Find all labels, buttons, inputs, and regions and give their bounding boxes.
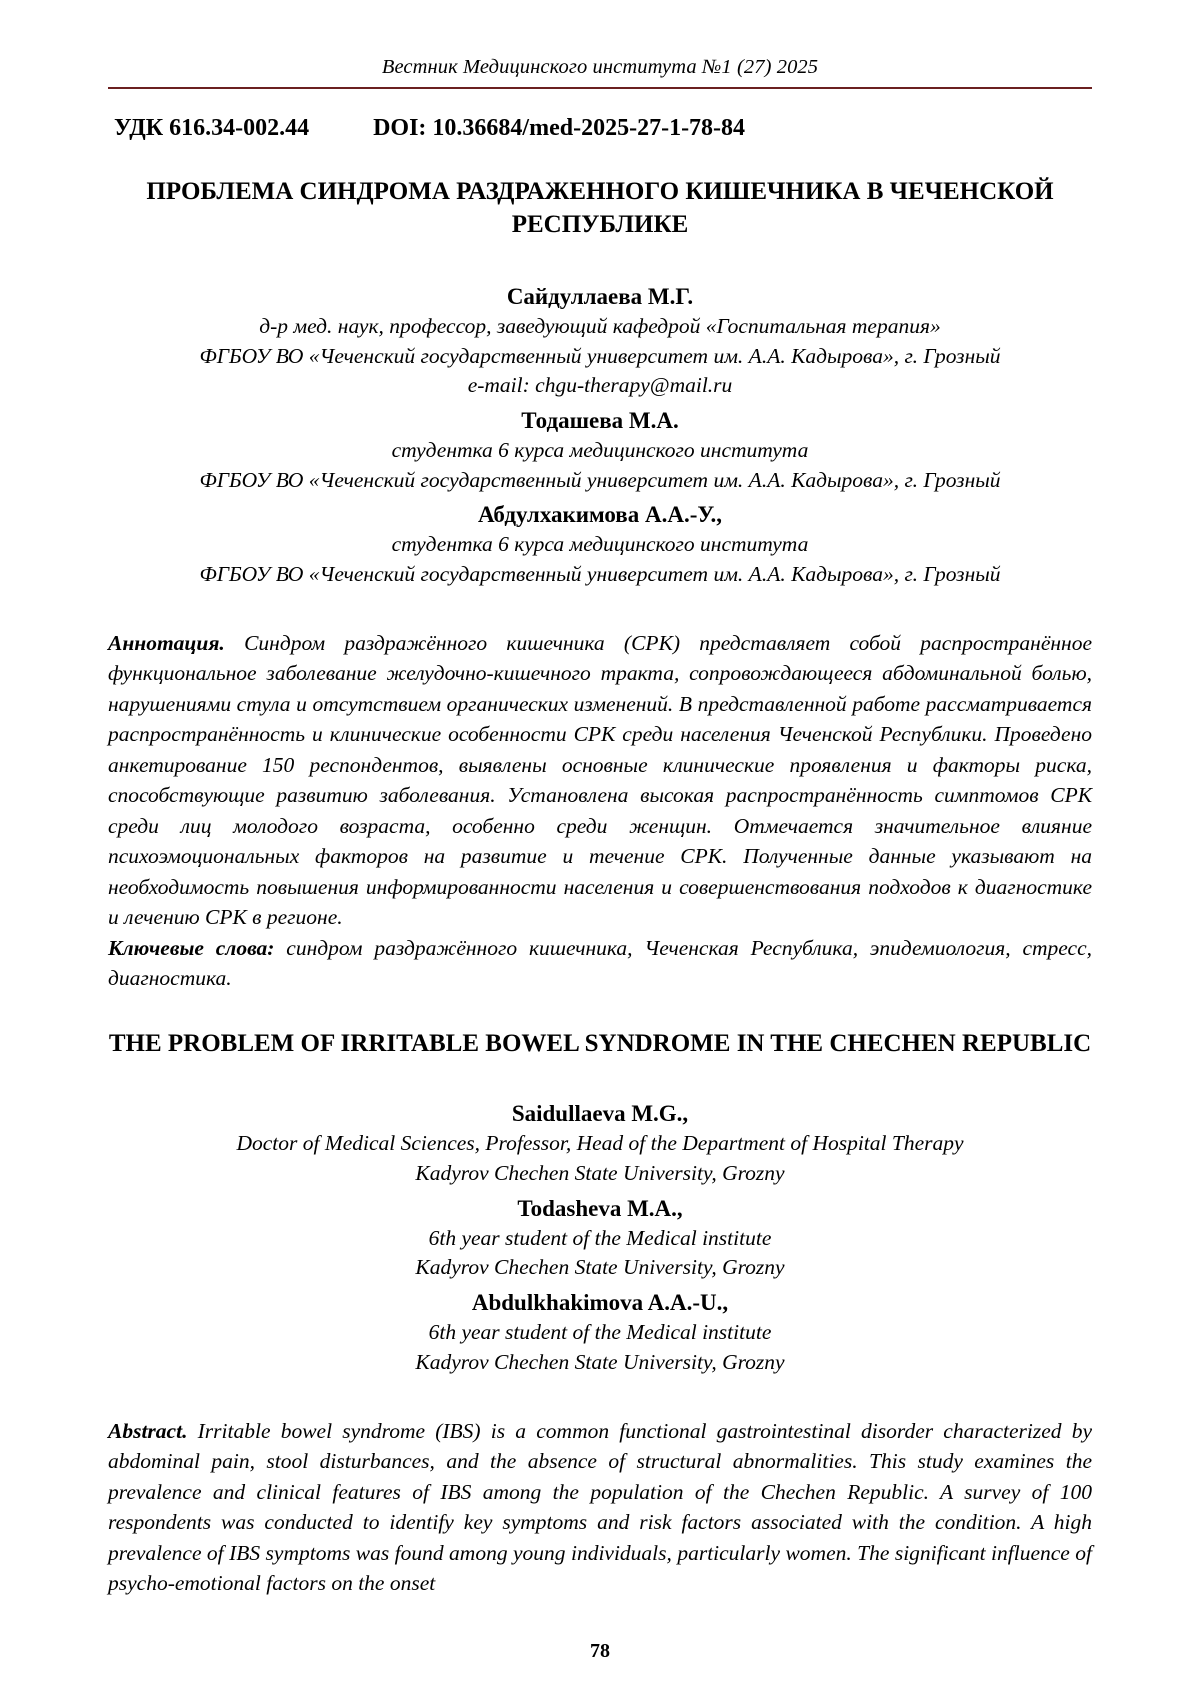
author-block-en-2 [108, 1193, 1092, 1283]
author-affiliation-line: Doctor of Medical Sciences, Professor, Head of the Department of Hospital Therapy [236, 1131, 964, 1156]
page-title-ru: ПРОБЛЕМА СИНДРОМА РАЗДРАЖЕННОГО КИШЕЧНИКА В ЧЕЧЕНСКОЙ РЕСПУБЛИКЕ [146, 178, 1054, 238]
abstract-text-ru: Синдром раздражённого кишечника (СРК) представляет собой распространённое функциональное заболевание желудочно-кишечного тракта, сопровождающееся абдоминальной болью, нарушениями стула и отсутствием органических изменений. В представленной работе рассматривается распространённость и клинические особенности СРК среди населения Чеченской Республики. Проведено анкетирование 150 респондентов, выявлены основные клинические проявления и факторы риска, способствующие развитию заболевания. Установлена высокая распространённость симптомов СРК среди лиц молодого возраста, особенно среди женщин. Отмечается значительное влияние психоэмоциональных факторов на развитие и течение СРК. Полученные данные указывают на необходимость повышения информированности населения и совершенствования подходов к диагностике и лечению СРК в регионе. [108, 630, 1092, 930]
author-affiliation-line: Kadyrov Chechen State University, Grozny [415, 1349, 785, 1374]
author-affiliation-line: д-р мед. наук, профессор, заведующий кафедрой «Госпитальная терапия» [259, 314, 941, 339]
keywords-text-ru: синдром раздражённого кишечника, Чеченская Республика, эпидемиология, стресс, диагностика. [108, 935, 1092, 991]
abstract-label-ru: Аннотация. [108, 630, 225, 655]
keywords-ru [108, 933, 1092, 994]
author-block-ru-3 [108, 499, 1092, 589]
author-affiliation-line: ФГБОУ ВО «Чеченский государственный университет им. А.А. Кадырова», г. Грозный [199, 467, 1001, 492]
author-name: Абдулхакимова А.А.-У., [477, 502, 722, 528]
author-block-en-3 [108, 1287, 1092, 1377]
author-name: Todasheva M.A., [517, 1195, 683, 1221]
author-affiliation-line: ФГБОУ ВО «Чеченский государственный университет им. А.А. Кадырова», г. Грозный [199, 343, 1001, 368]
author-block-en-1 [108, 1098, 1092, 1188]
keywords-label-ru: Ключевые слова: [108, 935, 275, 960]
author-affiliation-line: Kadyrov Chechen State University, Grozny [415, 1161, 785, 1186]
udc-code: УДК 616.34-002.44 [114, 115, 310, 141]
author-block-ru-2 [108, 405, 1092, 495]
running-head: Вестник Медицинского института №1 (27) 2025 [381, 56, 819, 78]
spacer [108, 994, 1092, 1028]
author-affiliation-line: 6th year student of the Medical institute [428, 1320, 772, 1345]
author-affiliation-line: студентка 6 курса медицинского института [391, 438, 809, 463]
author-name: Abdulkhakimova A.A.-U., [471, 1290, 729, 1316]
doi-code: DOI: 10.36684/med-2025-27-1-78-84 [373, 115, 746, 141]
header-divider [108, 87, 1092, 89]
author-affiliation-line: 6th year student of the Medical institute [428, 1225, 772, 1250]
spacer [108, 594, 1092, 628]
author-email: e-mail: chgu-therapy@mail.ru [467, 373, 733, 398]
author-affiliation-line: ФГБОУ ВО «Чеченский государственный университет им. А.А. Кадырова», г. Грозный [199, 562, 1001, 587]
spacer [108, 1382, 1092, 1416]
abstract-ru [108, 628, 1092, 933]
page-title-en: THE PROBLEM OF IRRITABLE BOWEL SYNDROME IN THE CHECHEN REPUBLIC [108, 1029, 1092, 1057]
author-name: Сайдуллаева М.Г. [506, 284, 694, 309]
author-name: Saidullaeva M.G., [511, 1101, 689, 1127]
author-block-ru-1 [108, 281, 1092, 401]
author-affiliation-line: студентка 6 курса медицинского института [391, 532, 809, 557]
author-affiliation-line: Kadyrov Chechen State University, Grozny [415, 1255, 785, 1280]
author-name: Тодашева М.А. [521, 408, 679, 434]
identifiers-row [108, 115, 1092, 142]
abstract-label-en: Abstract. [108, 1418, 188, 1443]
abstract-en [108, 1416, 1092, 1599]
abstract-text-en: Irritable bowel syndrome (IBS) is a common functional gastrointestinal disorder characterized by abdominal pain, stool disturbances, and the absence of structural abnormalities. This study examines the prevalence and clinical features of IBS among the population of the Chechen Republic. A survey of 100 respondents was conducted to identify key symptoms and risk factors associated with the condition. A high prevalence of IBS symptoms was found among young individuals, particularly women. The significant influence of psycho-emotional factors on the onset [108, 1418, 1092, 1596]
page-number: 78 [590, 1640, 610, 1662]
